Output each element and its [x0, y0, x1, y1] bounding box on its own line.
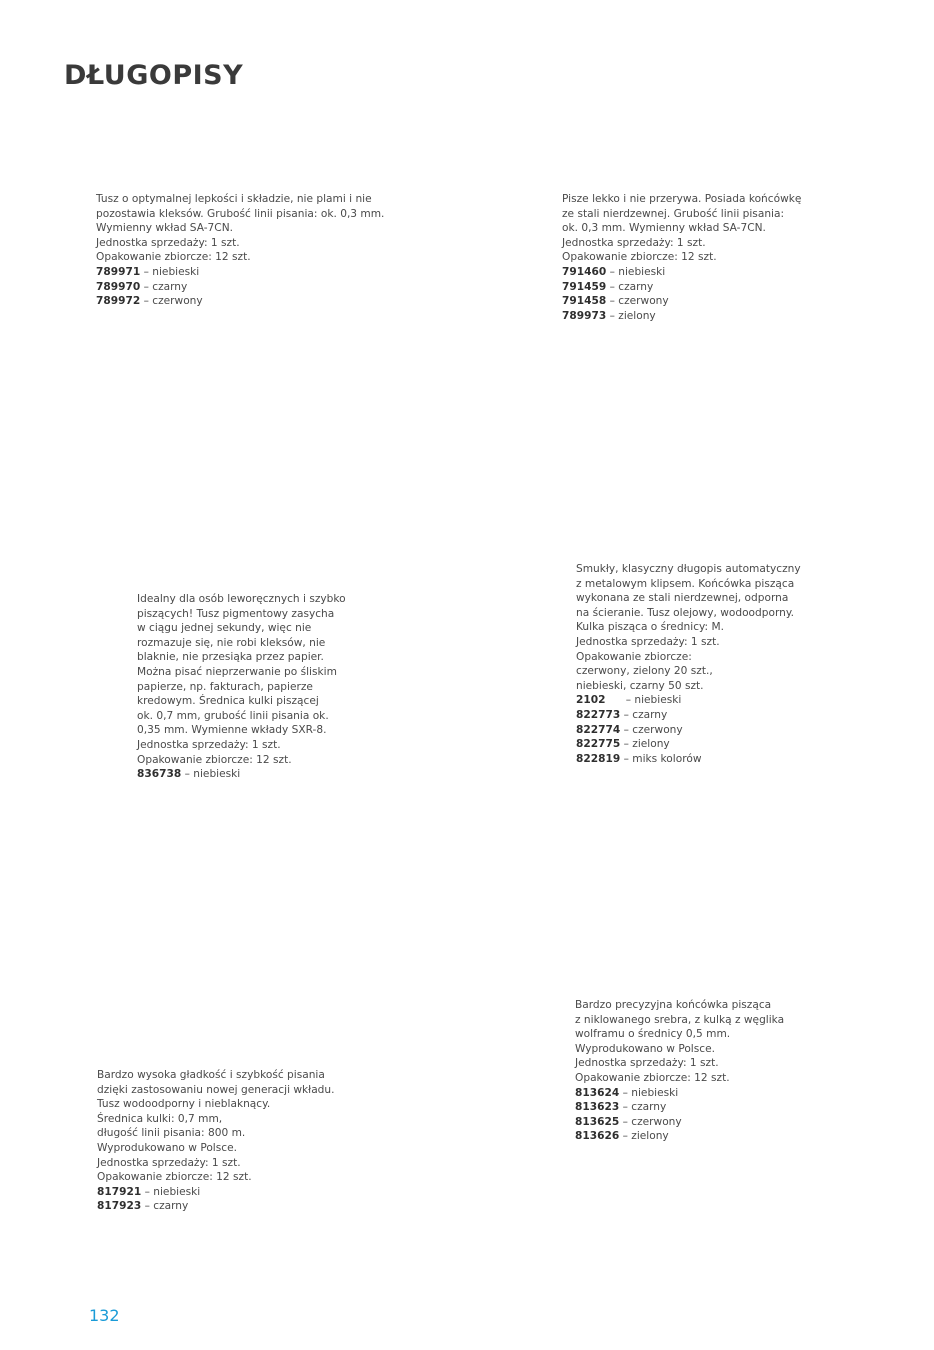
description-line: ze stali nierdzewnej. Grubość linii pisania: [562, 207, 785, 220]
variant-color: – czerwony [619, 1115, 682, 1128]
variant-color: – niebieski [619, 1086, 679, 1099]
variant-line [96, 280, 384, 295]
variant-color: – czarny [606, 280, 654, 293]
product-code: 813624 [575, 1086, 620, 1099]
variant-color: – zielony [619, 1130, 669, 1143]
product-code: 822773 [576, 708, 621, 721]
description-line: na ścieranie. Tusz olejowy, wodoodporny. [576, 606, 794, 619]
variant-line [576, 723, 801, 738]
product-code: 817923 [97, 1200, 142, 1213]
description-line: czerwony, zielony 20 szt., [576, 665, 713, 678]
description-line: ok. 0,7 mm, grubość linii pisania ok. [137, 709, 329, 722]
product-code: 791460 [562, 265, 607, 278]
description-line: Opakowanie zbiorcze: [576, 650, 692, 663]
variant-line [575, 1115, 784, 1130]
description-line: niebieski, czarny 50 szt. [576, 679, 704, 692]
variant-color: – niebieski [606, 265, 666, 278]
variant-line [576, 693, 801, 708]
variant-line [137, 767, 346, 782]
variant-color: – zielony [606, 309, 656, 322]
product-code: 813625 [575, 1115, 620, 1128]
variant-color: – miks kolorów [620, 752, 702, 765]
description-line: wykonana ze stali nierdzewnej, odporna [576, 592, 789, 605]
product-code: 813623 [575, 1101, 620, 1114]
description-line: Opakowanie zbiorcze: 12 szt. [96, 251, 251, 264]
product-block-3 [137, 592, 346, 782]
variant-line [96, 294, 384, 309]
variant-line [575, 1100, 784, 1115]
description-line: Jednostka sprzedaży: 1 szt. [137, 738, 281, 751]
description-line: piszących! Tusz pigmentowy zasycha [137, 607, 335, 620]
product-block-4 [576, 562, 801, 766]
description-line: Smukły, klasyczny długopis automatyczny [576, 563, 801, 575]
variant-color: – niebieski [141, 1185, 201, 1198]
product-code: 817921 [97, 1185, 142, 1198]
description-line: Jednostka sprzedaży: 1 szt. [562, 236, 706, 249]
product-code: 789973 [562, 309, 607, 322]
description-line: rozmazuje się, nie robi kleksów, nie [137, 636, 326, 649]
variant-line [575, 1129, 784, 1144]
variant-color: – czerwony [606, 295, 669, 308]
description-line: Jednostka sprzedaży: 1 szt. [576, 635, 720, 648]
product-block-1 [96, 192, 384, 309]
variant-line [562, 309, 801, 324]
description-line: kredowym. Średnica kulki piszącej [137, 695, 319, 708]
variant-line [576, 737, 801, 752]
product-code: 789971 [96, 265, 141, 278]
description-line: Wyprodukowano w Polsce. [97, 1141, 237, 1154]
description-line: Można pisać nieprzerwanie po śliskim [137, 665, 337, 678]
description-line: Opakowanie zbiorcze: 12 szt. [137, 753, 292, 766]
product-code: 789972 [96, 295, 141, 308]
variant-color: – czerwony [620, 723, 683, 736]
description-line: 0,35 mm. Wymienne wkłady SXR-8. [137, 724, 327, 737]
product-code: 822819 [576, 752, 621, 765]
variant-color: – niebieski [605, 694, 682, 707]
description-line: Jednostka sprzedaży: 1 szt. [575, 1057, 719, 1070]
variant-color: – czarny [619, 1101, 667, 1114]
description-line: Jednostka sprzedaży: 1 szt. [96, 236, 240, 249]
variant-color: – niebieski [181, 768, 241, 781]
variant-line [562, 265, 801, 280]
variant-color: – czarny [140, 280, 188, 293]
product-code: 822774 [576, 723, 621, 736]
variant-line [575, 1086, 784, 1101]
description-line: Opakowanie zbiorcze: 12 szt. [97, 1171, 252, 1184]
description-line: w ciągu jednej sekundy, więc nie [137, 622, 312, 635]
variant-color: – czarny [141, 1200, 189, 1213]
description-line: blaknie, nie przesiąka przez papier. [137, 651, 324, 664]
page-title: DŁUGOPISY [64, 60, 244, 91]
variant-color: – czerwony [140, 295, 203, 308]
description-line: Bardzo precyzyjna końcówka pisząca [575, 999, 772, 1011]
product-code: 2102 [576, 694, 606, 707]
description-line: Jednostka sprzedaży: 1 szt. [97, 1156, 241, 1169]
description-line: Bardzo wysoka gładkość i szybkość pisania [97, 1069, 325, 1081]
product-code: 822775 [576, 738, 621, 751]
description-line: z metalowym klipsem. Końcówka pisząca [576, 577, 795, 590]
description-line: wolframu o średnicy 0,5 mm. [575, 1028, 731, 1041]
product-block-2 [562, 192, 801, 323]
description-line: pozostawia kleksów. Grubość linii pisania: ok. 0,3 mm. [96, 207, 385, 220]
description-line: ok. 0,3 mm. Wymienny wkład SA-7CN. [562, 222, 766, 235]
product-block-6 [575, 998, 784, 1144]
description-line: Kulka pisząca o średnicy: M. [576, 621, 724, 634]
description-line: Idealny dla osób leworęcznych i szybko [137, 593, 346, 605]
variant-line [96, 265, 384, 280]
description-line: Średnica kulki: 0,7 mm, [97, 1112, 223, 1125]
product-code: 789970 [96, 280, 141, 293]
description-line: Tusz wodoodporny i nieblaknący. [97, 1098, 271, 1111]
variant-color: – niebieski [140, 265, 200, 278]
variant-line [97, 1199, 335, 1214]
variant-color: – czarny [620, 708, 668, 721]
variant-line [562, 294, 801, 309]
description-line: dzięki zastosowaniu nowej generacji wkładu. [97, 1083, 335, 1096]
page-number: 132 [89, 1306, 120, 1325]
description-line: Wymienny wkład SA-7CN. [96, 222, 233, 235]
variant-color: – zielony [620, 738, 670, 751]
variant-line [576, 708, 801, 723]
product-code: 836738 [137, 768, 182, 781]
description-line: Opakowanie zbiorcze: 12 szt. [575, 1071, 730, 1084]
variant-line [576, 752, 801, 767]
description-line: Pisze lekko i nie przerywa. Posiada końcówkę [562, 193, 802, 205]
description-line: długość linii pisania: 800 m. [97, 1127, 246, 1140]
description-line: Tusz o optymalnej lepkości i składzie, nie plami i nie [96, 193, 372, 205]
product-code: 813626 [575, 1130, 620, 1143]
product-code: 791459 [562, 280, 607, 293]
description-line: z niklowanego srebra, z kulką z węglika [575, 1013, 785, 1026]
product-code: 791458 [562, 295, 607, 308]
variant-line [97, 1185, 335, 1200]
product-block-5 [97, 1068, 335, 1214]
description-line: Opakowanie zbiorcze: 12 szt. [562, 251, 717, 264]
description-line: Wyprodukowano w Polsce. [575, 1042, 715, 1055]
description-line: papierze, np. fakturach, papierze [137, 680, 313, 693]
variant-line [562, 280, 801, 295]
